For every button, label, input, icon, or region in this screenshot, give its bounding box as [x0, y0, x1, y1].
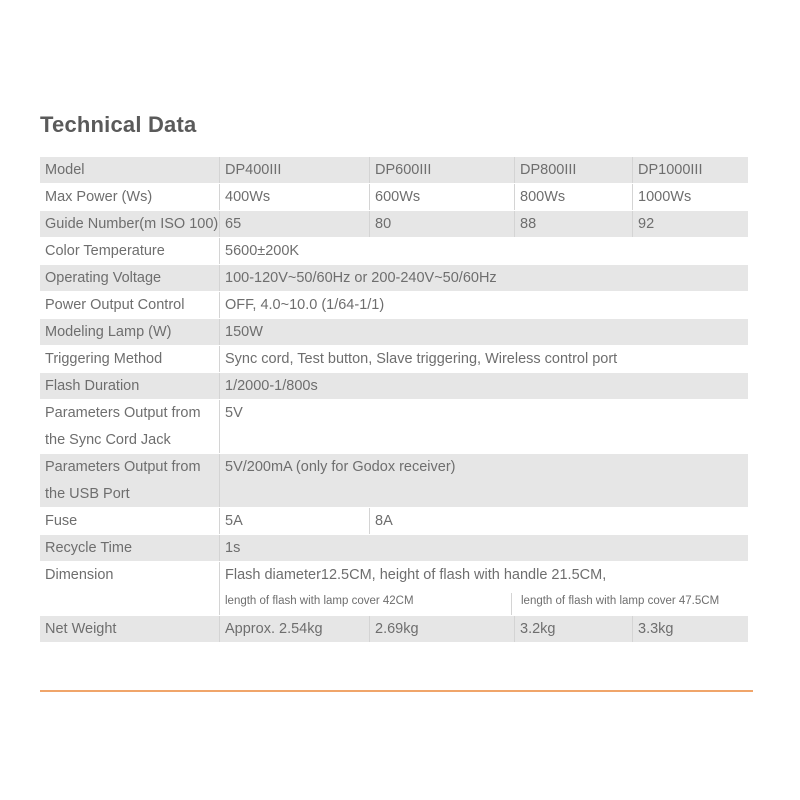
- table-row-color-temperature: [40, 238, 748, 265]
- table-cell: 150W: [225, 324, 263, 340]
- row-label: Parameters Output from the USB Port: [40, 454, 220, 507]
- dimension-line: Flash diameter12.5CM, height of flash with handle 21.5CM,: [225, 567, 607, 583]
- row-label: Parameters Output from the Sync Cord Jack: [40, 400, 220, 453]
- row-label: Fuse: [40, 508, 220, 534]
- row-label: Triggering Method: [40, 346, 220, 372]
- footer-divider: [40, 690, 753, 692]
- table-row-fuse: [40, 508, 748, 535]
- table-row-dimension: [40, 562, 748, 616]
- row-label: Max Power (Ws): [40, 184, 220, 210]
- row-label: Power Output Control: [40, 292, 220, 318]
- table-row-flash-duration: [40, 373, 748, 400]
- dimension-note: length of flash with lamp cover 47.5CM: [521, 595, 720, 607]
- table-cell: OFF, 4.0~10.0 (1/64-1/1): [225, 297, 385, 313]
- table-row-modeling-lamp: [40, 319, 748, 346]
- model-header: DP400III: [220, 157, 370, 183]
- model-header: DP600III: [370, 157, 515, 183]
- table-cell: 3.2kg: [515, 616, 633, 642]
- table-cell: 5V: [225, 405, 243, 421]
- table-cell: [220, 562, 748, 615]
- table-cell: 80: [370, 211, 515, 237]
- model-header: DP1000III: [638, 162, 703, 178]
- spec-table: [40, 157, 748, 643]
- table-cell: 800Ws: [515, 184, 633, 210]
- table-cell: 65: [220, 211, 370, 237]
- row-label: Recycle Time: [40, 535, 220, 561]
- table-cell: 1s: [225, 540, 241, 556]
- table-row-recycle-time: [40, 535, 748, 562]
- page-title: Technical Data: [40, 112, 197, 137]
- table-row-model: [40, 157, 748, 184]
- table-cell: Approx. 2.54kg: [220, 616, 370, 642]
- table-cell: 88: [515, 211, 633, 237]
- row-label: Model: [40, 157, 220, 183]
- table-cell: 1/2000-1/800s: [225, 378, 318, 394]
- table-row-power-output-control: [40, 292, 748, 319]
- row-label: Modeling Lamp (W): [40, 319, 220, 345]
- table-cell: 2.69kg: [370, 616, 515, 642]
- table-row-triggering-method: [40, 346, 748, 373]
- row-label: Net Weight: [40, 616, 220, 642]
- table-cell: 3.3kg: [638, 621, 674, 637]
- table-row-max-power: [40, 184, 748, 211]
- table-cell: Sync cord, Test button, Slave triggering, Wireless control port: [225, 351, 618, 367]
- table-cell: 5V/200mA (only for Godox receiver): [225, 459, 456, 475]
- row-label: Color Temperature: [40, 238, 220, 264]
- table-row-usb-output: [40, 454, 748, 508]
- row-label: Flash Duration: [40, 373, 220, 399]
- table-row-net-weight: [40, 616, 748, 643]
- table-cell: 100-120V~50/60Hz or 200-240V~50/60Hz: [225, 270, 497, 286]
- row-label: Guide Number(m ISO 100): [40, 211, 220, 237]
- table-cell: 1000Ws: [638, 189, 692, 205]
- table-cell: 8A: [375, 513, 393, 529]
- model-header: DP800III: [515, 157, 633, 183]
- table-cell: 400Ws: [220, 184, 370, 210]
- table-cell: 5A: [220, 508, 370, 534]
- table-cell: 5600±200K: [225, 243, 300, 259]
- row-label: Dimension: [40, 562, 220, 615]
- column-divider: [511, 593, 512, 615]
- row-label: Operating Voltage: [40, 265, 220, 291]
- table-cell: 600Ws: [370, 184, 515, 210]
- dimension-note: length of flash with lamp cover 42CM: [225, 595, 414, 607]
- table-row-operating-voltage: [40, 265, 748, 292]
- table-row-guide-number: [40, 211, 748, 238]
- table-row-sync-cord-output: [40, 400, 748, 454]
- table-cell: 92: [638, 216, 655, 232]
